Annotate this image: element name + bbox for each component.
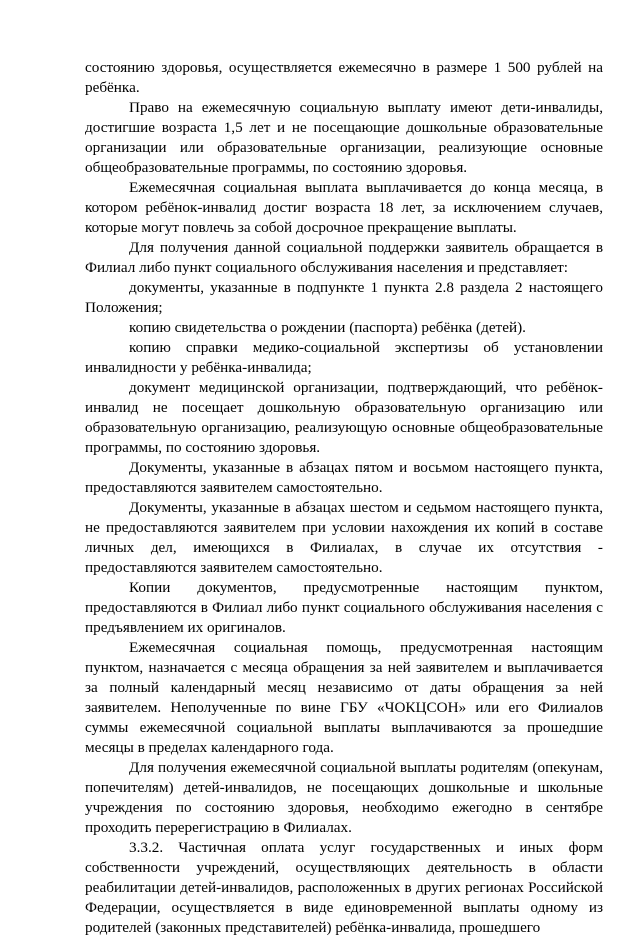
paragraph-copies: Копии документов, предусмотренные настоящим пунктом, предоставляются в Филиал либо пункт социального обслуживания населения с предъявлением их оригиналов. [85, 579, 603, 636]
paragraph-item-medical-document: документ медицинской организации, подтверждающий, что ребёнок-инвалид не посещает дошкольную образовательную организацию или образовательную организацию, реализующую основные общеобразовательные программы, по состоянию здоровья. [85, 379, 603, 456]
paragraph-reregistration: Для получения ежемесячной социальной выплаты родителям (опекунам, попечителям) детей-инвалидов, не посещающих дошкольные и школьные учреждения по состоянию здоровья, необходимо ежегодно в сентябре проходить перерегистрацию в Филиалах. [85, 759, 603, 836]
paragraph-not-provided: Документы, указанные в абзацах шестом и седьмом настоящего пункта, не предоставляются заявителем при условии нахождения их копий в составе личных дел, имеющихся в Филиалах, в случае их отсутствия - предоставляются заявителем самостоятельно. [85, 499, 603, 576]
document-page [85, 58, 603, 938]
paragraph-section-3-3-2: 3.3.2. Частичная оплата услуг государственных и иных форм собственности учреждений, осуществляющих деятельность в области реабилитации детей-инвалидов, расположенных в других регионах Российской Федерации, осуществляется в виде единовременной выплаты одному из родителей (законных представителей) ребёнка-инвалида, прошедшего [85, 839, 603, 936]
paragraph-eligibility: Право на ежемесячную социальную выплату имеют дети-инвалиды, достигшие возраста 1,5 лет и не посещающие дошкольные образовательные организации или образовательные организации, реализующие основные общеобразовательные программы, по состоянию здоровья. [85, 99, 603, 176]
paragraph-item-birth-certificate: копию свидетельства о рождении (паспорта) ребёнка (детей). [129, 319, 526, 336]
paragraph-item-documents: документы, указанные в подпункте 1 пункта 2.8 раздела 2 настоящего Положения; [85, 279, 603, 316]
paragraph-self-provided: Документы, указанные в абзацах пятом и восьмом настоящего пункта, предоставляются заявителем самостоятельно. [85, 459, 603, 496]
paragraph-application: Для получения данной социальной поддержки заявитель обращается в Филиал либо пункт социального обслуживания населения и представляет: [85, 239, 603, 276]
paragraph-continuation: состоянию здоровья, осуществляется ежемесячно в размере 1 500 рублей на ребёнка. [85, 59, 603, 96]
paragraph-monthly-assistance: Ежемесячная социальная помощь, предусмотренная настоящим пунктом, назначается с месяца обращения за ней заявителем и выплачивается за полный календарный месяц независимо от даты обращения за ней заявителем. Неполученные по вине ГБУ «ЧОКЦСОН» или его Филиалов суммы ежемесячной социальной выплаты выплачиваются за прошедшие месяцы в пределах календарного года. [85, 639, 603, 756]
paragraph-payment-duration: Ежемесячная социальная выплата выплачивается до конца месяца, в котором ребёнок-инвалид достиг возраста 18 лет, за исключением случаев, которые могут повлечь за собой досрочное прекращение выплаты. [85, 179, 603, 236]
paragraph-item-medical-certificate: копию справки медико-социальной экспертизы об установлении инвалидности у ребёнка-инвалида; [85, 339, 603, 376]
